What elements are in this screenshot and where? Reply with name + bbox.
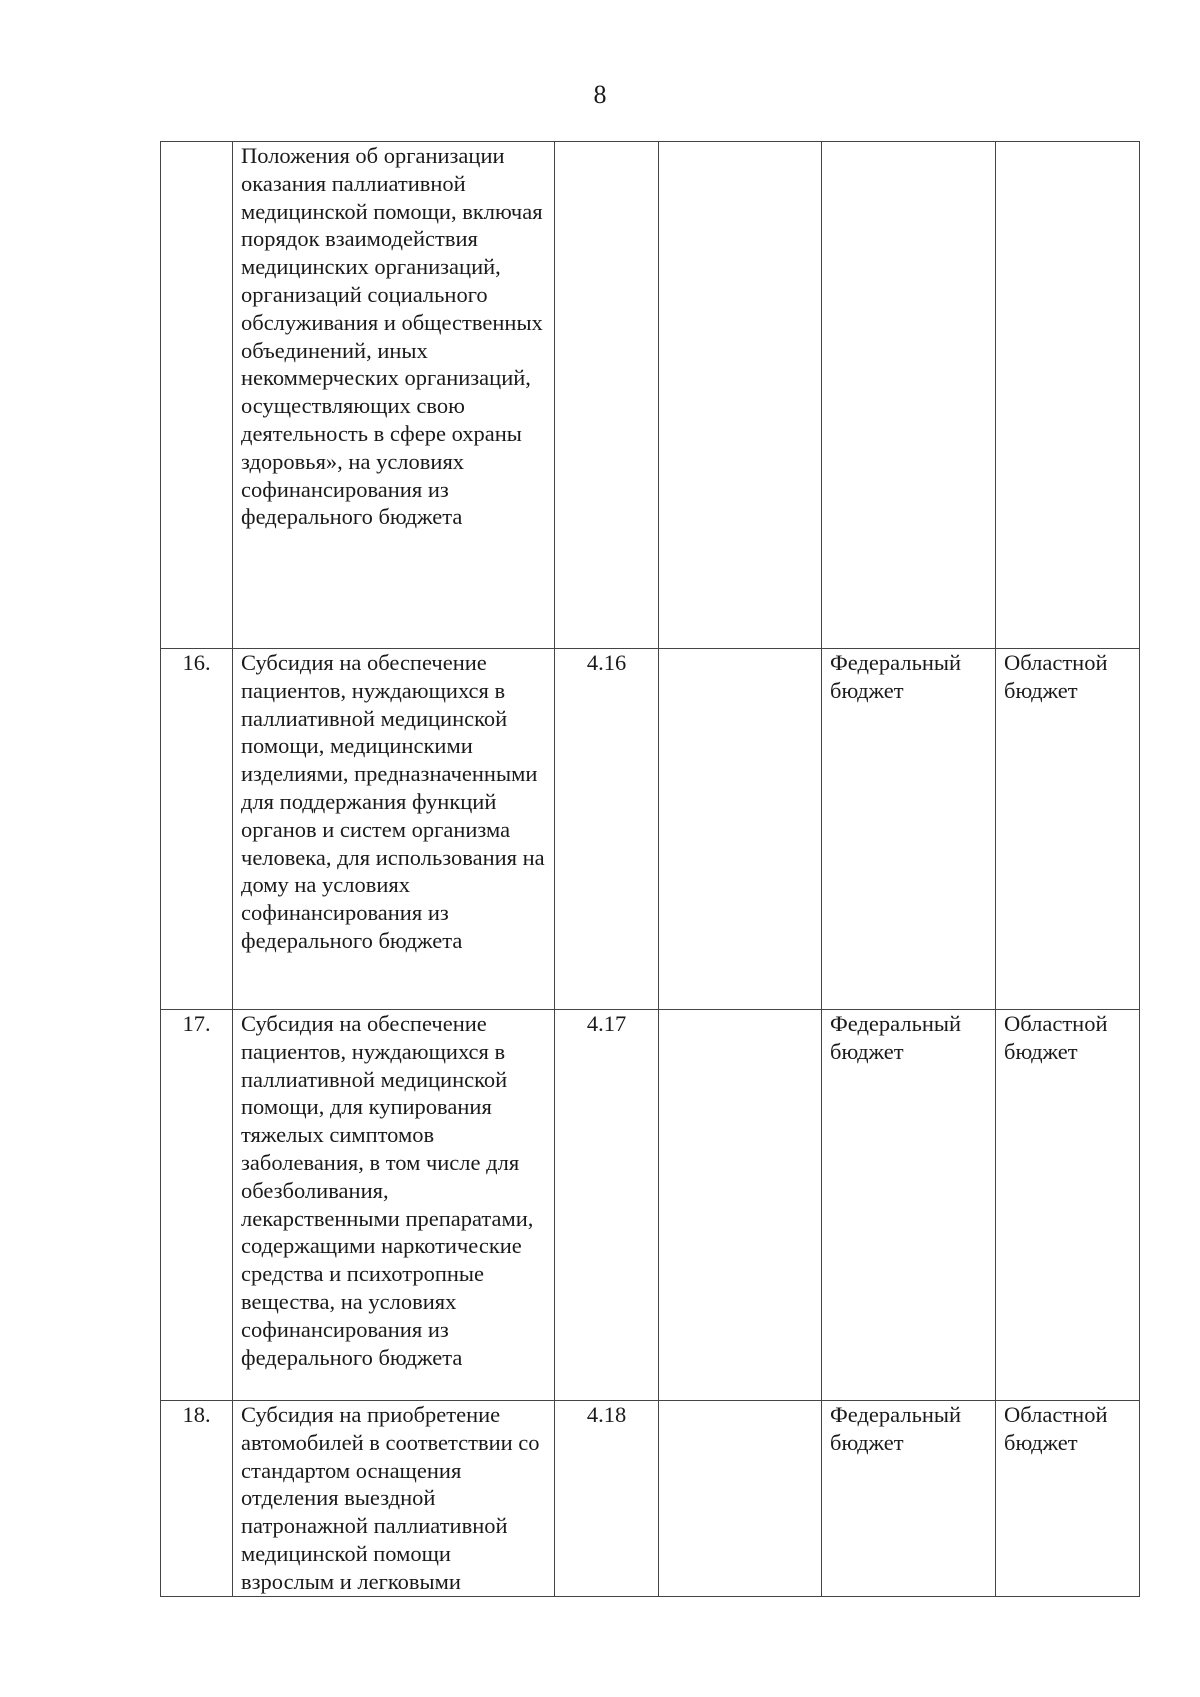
funding-source-cell: Федеральный бюджет <box>822 1401 996 1597</box>
row-number-cell <box>161 142 233 649</box>
subsidy-table <box>160 141 1140 1597</box>
row-number-cell: 17. <box>161 1010 233 1401</box>
code-cell: 4.16 <box>555 649 659 1010</box>
empty-cell <box>659 1401 822 1597</box>
empty-cell <box>659 649 822 1010</box>
funding-source-cell: Областной бюджет <box>996 649 1140 1010</box>
row-number-cell: 18. <box>161 1401 233 1597</box>
row-number-cell: 16. <box>161 649 233 1010</box>
empty-cell <box>659 142 822 649</box>
code-cell <box>555 142 659 649</box>
page-number: 8 <box>593 80 607 109</box>
description-cell: Субсидия на обеспечение пациентов, нуждающихся в паллиативной медицинской помощи, медицинскими изделиями, предназначенными для поддержания функций органов и систем организма человека, для использования на дому на условиях софинансирования из федерального бюджета <box>233 649 555 1010</box>
funding-source-cell <box>822 142 996 649</box>
funding-source-cell: Областной бюджет <box>996 1010 1140 1401</box>
funding-source-cell <box>996 142 1140 649</box>
description-cell: Субсидия на приобретение автомобилей в соответствии со стандартом оснащения отделения выездной патронажной паллиативной медицинской помощи взрослым и легковыми <box>233 1401 555 1597</box>
table-row <box>161 649 1140 1010</box>
funding-source-cell: Федеральный бюджет <box>822 649 996 1010</box>
description-cell: Положения об организации оказания паллиативной медицинской помощи, включая порядок взаимодействия медицинских организаций, организаций социального обслуживания и общественных объединений, иных некоммерческих организаций, осуществляющих свою деятельность в сфере охраны здоровья», на условиях софинансирования из федерального бюджета <box>233 142 555 649</box>
table-row <box>161 1010 1140 1401</box>
table-row <box>161 142 1140 649</box>
funding-source-cell: Федеральный бюджет <box>822 1010 996 1401</box>
code-cell: 4.18 <box>555 1401 659 1597</box>
description-cell: Субсидия на обеспечение пациентов, нуждающихся в паллиативной медицинской помощи, для купирования тяжелых симптомов заболевания, в том числе для обезболивания, лекарственными препаратами, содержащими наркотические средства и психотропные вещества, на условиях софинансирования из федерального бюджета <box>233 1010 555 1401</box>
table-row <box>161 1401 1140 1597</box>
empty-cell <box>659 1010 822 1401</box>
funding-source-cell: Областной бюджет <box>996 1401 1140 1597</box>
code-cell: 4.17 <box>555 1010 659 1401</box>
